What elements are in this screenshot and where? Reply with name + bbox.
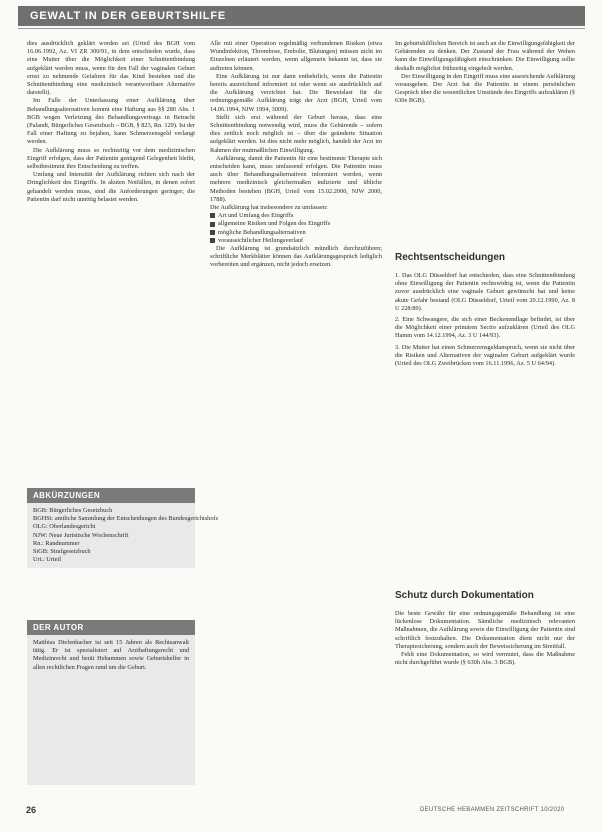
bullet-icon <box>210 238 215 243</box>
bullet-icon <box>210 213 215 218</box>
abbreviations-list <box>27 503 219 568</box>
paragraph: Fehlt eine Dokumentation, so wird vermutet, dass die Maßnahme nicht durchgeführt wurde (§ 630h Abs. 3 BGB). <box>395 651 575 667</box>
bullet-text: allgemeine Risiken und Folgen des Eingriffs <box>218 220 331 228</box>
bullet-text: mögliche Behandlungsalternativen <box>218 228 306 236</box>
author-bio <box>27 635 195 676</box>
journal-name: DEUTSCHE HEBAMMEN ZEITSCHRIFT 10/2020 <box>420 807 565 813</box>
list-item: OLG: Oberlandesgericht <box>33 523 96 531</box>
bullet-icon <box>210 230 215 235</box>
paragraph: Umfang und Intensität der Aufklärung richten sich nach der Dringlichkeit des Eingriffs. In akuten Notfällen, in denen sofort gehandelt werden muss, sind die Anforderungen geringer; die Patientin darf nicht unnötig belastet werden. <box>27 171 195 203</box>
paragraph: dies ausdrücklich geklärt worden sei (Urteil des BGH vom 16.06.1992, Az. VI ZR 300/91, in dem entschieden wurde, dass eine Mutter über die Möglichkeit einer Schnittentbindung aufgeklärt werden muss, wenn für den Fall der vaginalen Geburt ernst zu nehmende Gefahren für das Kind bestehen und die Schnittentbindung eine medizinisch verantwortbare Alternative darstellt). <box>27 40 195 97</box>
list-item: 1. Das OLG Düsseldorf hat entschieden, dass eine Schnittentbindung ohne Einwilligung der Patientin rechtswidrig ist, wenn die Patientin zuvor ausdrücklich eine vaginale Geburt gewünscht hat und keine akute Gefahr bestand (OLG Düsseldorf, Urteil vom 20.12.1990, Az. 8 U 228/89). <box>395 272 575 312</box>
paragraph: Der Einwilligung in den Eingriff muss eine ausreichende Aufklärung vorausgehen. Der Arzt hat die Patientin in einem persönlichen Gespräch über die wesentlichen Umstände des Eingriffs aufzuklären (§ 630e BGB). <box>395 72 575 105</box>
rulings-heading: Rechtsentscheidungen <box>395 252 506 263</box>
page-number: 26 <box>26 805 37 815</box>
paragraph: Aufklärung, damit die Patientin für eine bestimmte Therapie sich entscheiden kann, muss umfassend erfolgen. Die Patientin muss auch über Behandlungsalternativen informiert werden, wenn mehrere medizinisch gleichermaßen indizierte und übliche Methoden bestehen (BGH, Urteil vom 15.02.2000, NJW 2000, 1788). <box>210 154 382 203</box>
bullet-item <box>210 212 382 220</box>
rulings-list <box>395 272 575 582</box>
paragraph: Im geburtshilflichen Bereich ist auch an die Einwilligungsfähigkeit der Gebärenden zu denken. Der Zustand der Frau während der Wehen kann die Einwilligungsfähigkeit einschränken. Die Einwilligung sollte deshalb möglichst frühzeitig eingeholt werden. <box>395 40 575 72</box>
paragraph: Eine Aufklärung ist nur dann entbehrlich, wenn die Patientin bereits ausreichend informiert ist oder wenn sie ausdrücklich auf die Aufklärung verzichtet hat. Die Beweislast für die ordnungsgemäße Aufklärung trägt der Arzt (BGH, Urteil vom 14.06.1994, NJW 1994, 3009). <box>210 72 382 113</box>
documentation-text <box>395 610 575 795</box>
paragraph: Die Aufklärung muss so rechtzeitig vor dem medizinischen Eingriff erfolgen, dass der Patientin genügend Gelegenheit bleibt, selbstbestimmt ihre Entscheidung zu treffen. <box>27 146 195 171</box>
section-header: GEWALT IN DER GEBURTSHILFE <box>30 10 226 22</box>
bullet-item <box>210 229 382 237</box>
column-2 <box>210 40 382 795</box>
list-item: Urt.: Urteil <box>33 556 61 564</box>
list-item: 2. Eine Schwangere, die sich einer Beckenendlage befindet, ist über die Möglichkeit einer primären Sectio aufzuklären (Urteil des OLG Hamm vom 14.12.1994, Az. 3 U 144/93). <box>395 316 575 340</box>
list-item: StGB: Strafgesetzbuch <box>33 548 91 556</box>
paragraph: Alle mit einer Operation regelmäßig verbundenen Risiken (etwa Wundinfektion, Thrombose, Embolie, Blutungen) müssen nicht im Einzelnen erläutert werden, wenn allgemein bekannt ist, dass sie auftreten können. <box>210 40 382 72</box>
list-item: NJW: Neue Juristische Wochenschrift <box>33 531 129 539</box>
paragraph: Im Falle der Unterlassung einer Aufklärung über Behandlungsalternativen kommt eine Haftung aus §§ 280 Abs. 1 BGB wegen Verletzung des Behandlungsvertrags in Betracht (Palandt, Bürgerliches Gesetzbuch – BGB, § 823, Rn. 129). Ist der Fall einer Haftung zu bejahen, kann Schmerzensgeld verlangt werden. <box>27 97 195 146</box>
paragraph: Die beste Gewähr für eine ordnungsgemäße Behandlung ist eine lückenlose Dokumentation. Sämtliche medizinisch relevanten Maßnahmen, die Aufklärung sowie die Einwilligung der Patientin sind schriftlich festzuhalten. Die Dokumentation dient nicht nur der Therapiesicherung, sondern auch der Beweissicherung im Streitfall. <box>395 610 575 650</box>
paragraph: Stellt sich erst während der Geburt heraus, dass eine Schnittentbindung notwendig wird, muss die Gebärende – sofern dies zeitlich noch möglich ist – über die geänderte Situation aufgeklärt werden. Ist dies nicht mehr möglich, handelt der Arzt im Rahmen der mutmaßlichen Einwilligung. <box>210 113 382 154</box>
abbreviations-title: ABKÜRZUNGEN <box>27 488 195 503</box>
bullet-icon <box>210 222 215 227</box>
paragraph: Matthias Diefenbacher ist seit 15 Jahren als Rechtsanwalt tätig. Er ist spezialisiert auf Arzthaftungsrecht und Medizinrecht und berät Hebammen sowie Geburtshelfer in allen rechtlichen Fragen rund um die Geburt. <box>33 639 189 671</box>
author-title: DER AUTOR <box>27 620 195 635</box>
paragraph: Die Aufklärung hat insbesondere zu umfassen: <box>210 204 328 212</box>
column-3 <box>395 40 575 240</box>
bullet-text: Art und Umfang des Eingriffs <box>218 212 294 220</box>
list-item: Rn.: Randnummer <box>33 539 80 547</box>
abbreviations-box <box>27 488 219 568</box>
documentation-heading: Schutz durch Dokumentation <box>395 590 534 601</box>
list-item: BGB: Bürgerliches Gesetzbuch <box>33 507 113 514</box>
paragraph: Die Aufklärung ist grundsätzlich mündlich durchzuführen; schriftliche Merkblätter können das Aufklärungsgespräch lediglich vorbereiten und ergänzen, nicht jedoch ersetzen. <box>210 245 382 269</box>
header-divider <box>18 28 585 29</box>
list-item: 3. Die Mutter hat einen Schmerzensgeldanspruch, wenn sie nicht über die Risiken und Alternativen der vaginalen Geburt aufgeklärt wurde (Urteil des OLG Zweibrücken vom 16.11.1996, Az. 5 U 64/94). <box>395 343 575 368</box>
bullet-text: voraussichtlicher Heilungsverlauf <box>218 236 304 244</box>
column-1 <box>27 40 195 480</box>
author-box <box>27 620 195 785</box>
bullet-item <box>210 220 382 228</box>
bullet-item <box>210 237 382 245</box>
list-item: BGHSt: amtliche Sammlung der Entscheidungen des Bundesgerichtshofs <box>33 515 219 523</box>
